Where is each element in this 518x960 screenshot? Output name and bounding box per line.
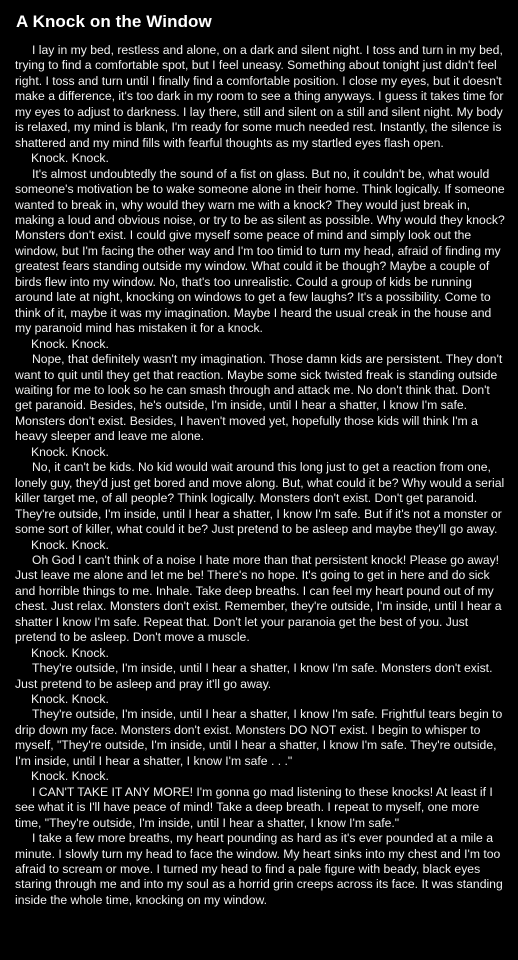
story-paragraph: Nope, that definitely wasn't my imagination. Those damn kids are persistent. They don't want to quit until they get that reaction. Maybe some sick twisted freak is standing outside waiting for me to look so he can smash through and attack me. No don't think that. Don't get paranoid. Besides, he's outside, I'm inside, until I hear a shatter, I know I'm safe. Monsters don't exist. Besides, I haven't moved yet, hopefully those kids will think I'm a heavy sleeper and leave me alone. (15, 352, 503, 444)
story-paragraph: No, it can't be kids. No kid would wait around this long just to get a reaction from one, lonely guy, they'd just get bored and move along. But, what could it be? Why would a serial killer target me, of all people? Think logically. Monsters don't exist. Don't get paranoid. They're outside, I'm inside, until I hear a shatter, I know I'm safe. But if it's not a monster or some sort of killer, what could it be? Just pretend to be asleep and maybe they'll go away. (15, 460, 505, 537)
knock-line: Knock. Knock. (31, 537, 109, 552)
knock-line: Knock. Knock. (31, 444, 109, 459)
story-paragraph: They're outside, I'm inside, until I hear a shatter, I know I'm safe. Monsters don't exist. Just pretend to be asleep and pray it'll go away. (15, 661, 493, 691)
story-title: A Knock on the Window (16, 12, 212, 31)
story-paragraph: Oh God I can't think of a noise I hate more than that persistent knock! Please go away! Just leave me alone and let me be! There's no hope. It's going to get in here and do sick and horrible things to me. Inhale. Take deep breaths. I can feel my heart pound out of my chest. Just relax. Monsters don't exist. Remember, they're outside, I'm inside, until I hear a shatter I know I'm safe. Repeat that. Don't let your paranoia get the best of you. Just pretend to be asleep. Don't move a muscle. (15, 552, 502, 645)
story-paragraph: I lay in my bed, restless and alone, on a dark and silent night. I toss and turn in my bed, trying to find a comfortable spot, but I feel uneasy. Something about tonight just didn't feel right. I toss and turn until I finally find a comfortable position. I close my eyes, but it doesn't make a difference, it's too dark in my room to see a thing anyways. I guess it takes time for my eyes to adjust to darkness. I lay there, still and silent on a still and silent night. My body is relaxed, my mind is blank, I'm ready for some much needed rest. Instantly, the silence is shattered and my mind fills with fearful thoughts as my startled eyes flash open. (15, 43, 504, 150)
story-paragraph: They're outside, I'm inside, until I hear a shatter, I know I'm safe. Frightful tears begin to drip down my face. Monsters don't exist. Monsters DO NOT exist. I begin to whisper to myself, "They're outside, I'm inside, until I hear a shatter, I know I'm safe. They're outside, I'm inside, until I hear a shatter, I know I'm safe . . ." (15, 707, 503, 768)
knock-line: Knock. Knock. (31, 692, 109, 707)
story-paragraph: I take a few more breaths, my heart pounding as hard as it's ever pounded at a mile a minute. I slowly turn my head to face the window. My heart sinks into my chest and I'm too afraid to scream or move. I turned my head to find a pale figure with beady, black eyes staring through me and into my soul as a horrid grin creeps across its face. It was standing inside the whole time, knocking on my window. (15, 831, 503, 907)
knock-line: Knock. Knock. (31, 151, 109, 166)
story-paragraph: I CAN'T TAKE IT ANY MORE! I'm gonna go mad listening to these knocks! At least if I see what it is I'll have peace of mind! Take a deep breath. I repeat to myself, one more time, "They're outside, I'm inside, until I hear a shatter, I know I'm safe." (15, 784, 493, 830)
knock-line: Knock. Knock. (31, 336, 109, 351)
story-body (15, 43, 507, 908)
knock-line: Knock. Knock. (31, 645, 109, 660)
knock-line: Knock. Knock. (31, 769, 109, 784)
story-paragraph: It's almost undoubtedly the sound of a fist on glass. But no, it couldn't be, what would someone's motivation be to wake someone alone in their home. Think logically. If someone wanted to break in, why would they warn me with a knock? They would just break in, making a loud and obvious noise, or try to be as silent as possible. Why would they knock? Monsters don't exist. I could give myself some peace of mind and simply look out the window, but I'm facing the other way and I'm too timid to turn my head, afraid of finding my greatest fears standing outside my window. What could it be though? Maybe a couple of birds flew into my window. No, that's too unrealistic. Could a group of kids be running around late at night, knocking on windows to get a few laughs? It's a possibility. Come to think of it, maybe it was my imagination. Maybe I heard the usual creak in the house and my paranoid mind has mistaken it for a knock. (15, 166, 505, 336)
